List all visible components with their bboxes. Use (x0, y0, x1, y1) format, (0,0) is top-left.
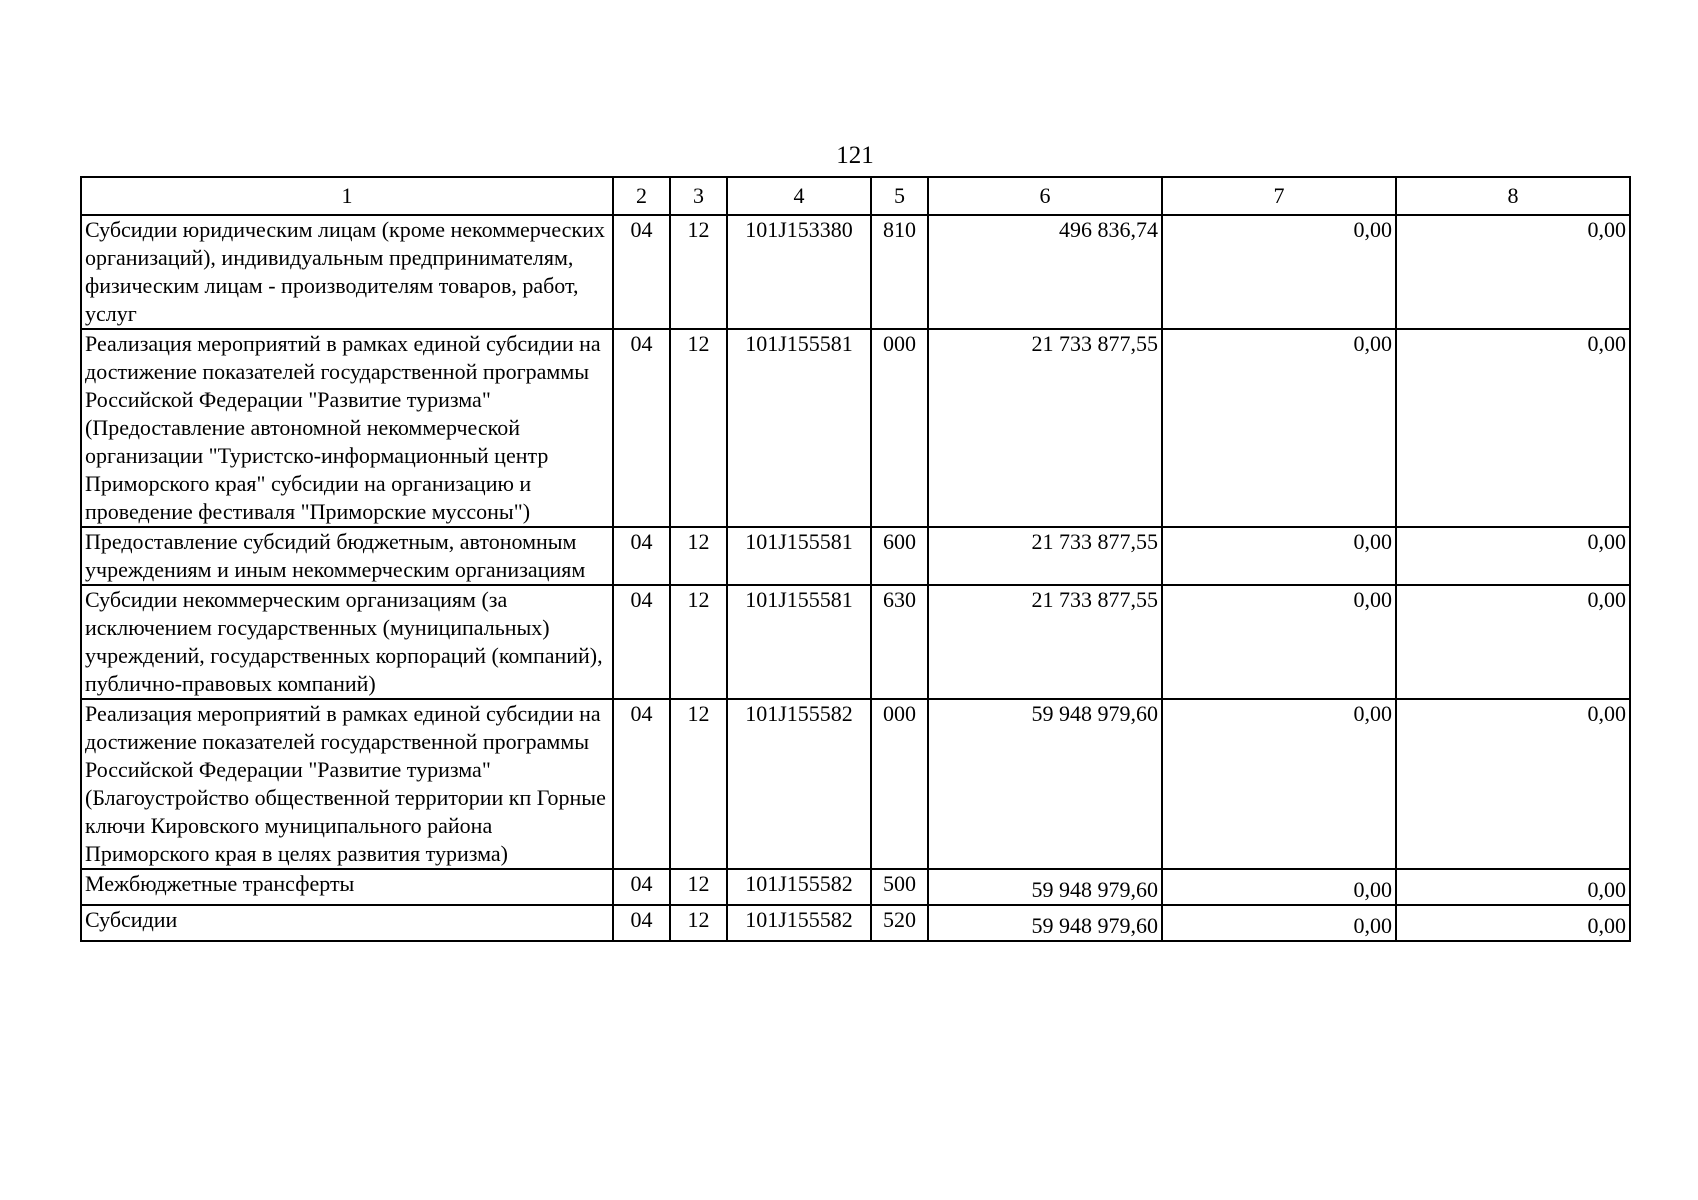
section-code: 04 (613, 527, 670, 585)
section-code: 04 (613, 329, 670, 527)
expense-type-code: 520 (871, 905, 928, 941)
column-header: 2 (613, 177, 670, 215)
section-code: 04 (613, 585, 670, 699)
header-row (81, 177, 1630, 215)
section-code: 04 (613, 215, 670, 329)
amount-col-6: 59 948 979,60 (928, 905, 1162, 941)
amount-col-6: 59 948 979,60 (928, 869, 1162, 905)
amount-col-7: 0,00 (1162, 215, 1396, 329)
table-row (81, 699, 1630, 869)
table-row (81, 869, 1630, 905)
expense-type-code: 000 (871, 699, 928, 869)
target-code: 101J155581 (727, 585, 871, 699)
expense-type-code: 000 (871, 329, 928, 527)
column-header: 3 (670, 177, 727, 215)
row-name: Реализация мероприятий в рамках единой субсидии на достижение показателей государственной программы Российской Федерации "Развитие туризма" (Благоустройство общественной территории кп Горные ключи Кировского муниципального района Приморского края в целях развития туризма) (81, 699, 613, 869)
target-code: 101J155582 (727, 699, 871, 869)
amount-col-7: 0,00 (1162, 585, 1396, 699)
amount-col-7: 0,00 (1162, 869, 1396, 905)
amount-col-8: 0,00 (1396, 869, 1630, 905)
target-code: 101J155582 (727, 869, 871, 905)
section-code: 04 (613, 869, 670, 905)
subsection-code: 12 (670, 329, 727, 527)
amount-col-7: 0,00 (1162, 329, 1396, 527)
target-code: 101J155582 (727, 905, 871, 941)
expense-type-code: 600 (871, 527, 928, 585)
column-header: 1 (81, 177, 613, 215)
amount-col-8: 0,00 (1396, 699, 1630, 869)
table-row (81, 329, 1630, 527)
target-code: 101J155581 (727, 329, 871, 527)
amount-col-8: 0,00 (1396, 905, 1630, 941)
column-header: 7 (1162, 177, 1396, 215)
row-name: Субсидии (81, 905, 613, 941)
table-row (81, 527, 1630, 585)
column-header: 5 (871, 177, 928, 215)
amount-col-8: 0,00 (1396, 585, 1630, 699)
amount-col-6: 21 733 877,55 (928, 329, 1162, 527)
row-name: Реализация мероприятий в рамках единой субсидии на достижение показателей государственной программы Российской Федерации "Развитие туризма" (Предоставление автономной некоммерческой организации "Туристско-информационный центр Приморского края" субсидии на организацию и проведение фестиваля "Приморские муссоны") (81, 329, 613, 527)
row-name: Субсидии некоммерческим организациям (за исключением государственных (муниципальных) учреждений, государственных корпораций (компаний), публично-правовых компаний) (81, 585, 613, 699)
table-row (81, 215, 1630, 329)
amount-col-8: 0,00 (1396, 329, 1630, 527)
amount-col-6: 59 948 979,60 (928, 699, 1162, 869)
amount-col-7: 0,00 (1162, 905, 1396, 941)
subsection-code: 12 (670, 699, 727, 869)
amount-col-8: 0,00 (1396, 527, 1630, 585)
page-number: 121 (836, 142, 874, 169)
target-code: 101J155581 (727, 527, 871, 585)
subsection-code: 12 (670, 585, 727, 699)
amount-col-6: 496 836,74 (928, 215, 1162, 329)
amount-col-6: 21 733 877,55 (928, 527, 1162, 585)
subsection-code: 12 (670, 527, 727, 585)
amount-col-8: 0,00 (1396, 215, 1630, 329)
expense-type-code: 500 (871, 869, 928, 905)
expense-type-code: 630 (871, 585, 928, 699)
subsection-code: 12 (670, 869, 727, 905)
target-code: 101J153380 (727, 215, 871, 329)
row-name: Межбюджетные трансферты (81, 869, 613, 905)
row-name: Предоставление субсидий бюджетным, автономным учреждениям и иным некоммерческим организациям (81, 527, 613, 585)
amount-col-7: 0,00 (1162, 527, 1396, 585)
budget-table (80, 176, 1631, 942)
subsection-code: 12 (670, 905, 727, 941)
subsection-code: 12 (670, 215, 727, 329)
column-header: 4 (727, 177, 871, 215)
section-code: 04 (613, 905, 670, 941)
column-header: 6 (928, 177, 1162, 215)
expense-type-code: 810 (871, 215, 928, 329)
amount-col-7: 0,00 (1162, 699, 1396, 869)
column-header: 8 (1396, 177, 1630, 215)
row-name: Субсидии юридическим лицам (кроме некоммерческих организаций), индивидуальным предпринимателям, физическим лицам - производителям товаров, работ, услуг (81, 215, 613, 329)
amount-col-6: 21 733 877,55 (928, 585, 1162, 699)
section-code: 04 (613, 699, 670, 869)
table-row (81, 905, 1630, 941)
table-row (81, 585, 1630, 699)
